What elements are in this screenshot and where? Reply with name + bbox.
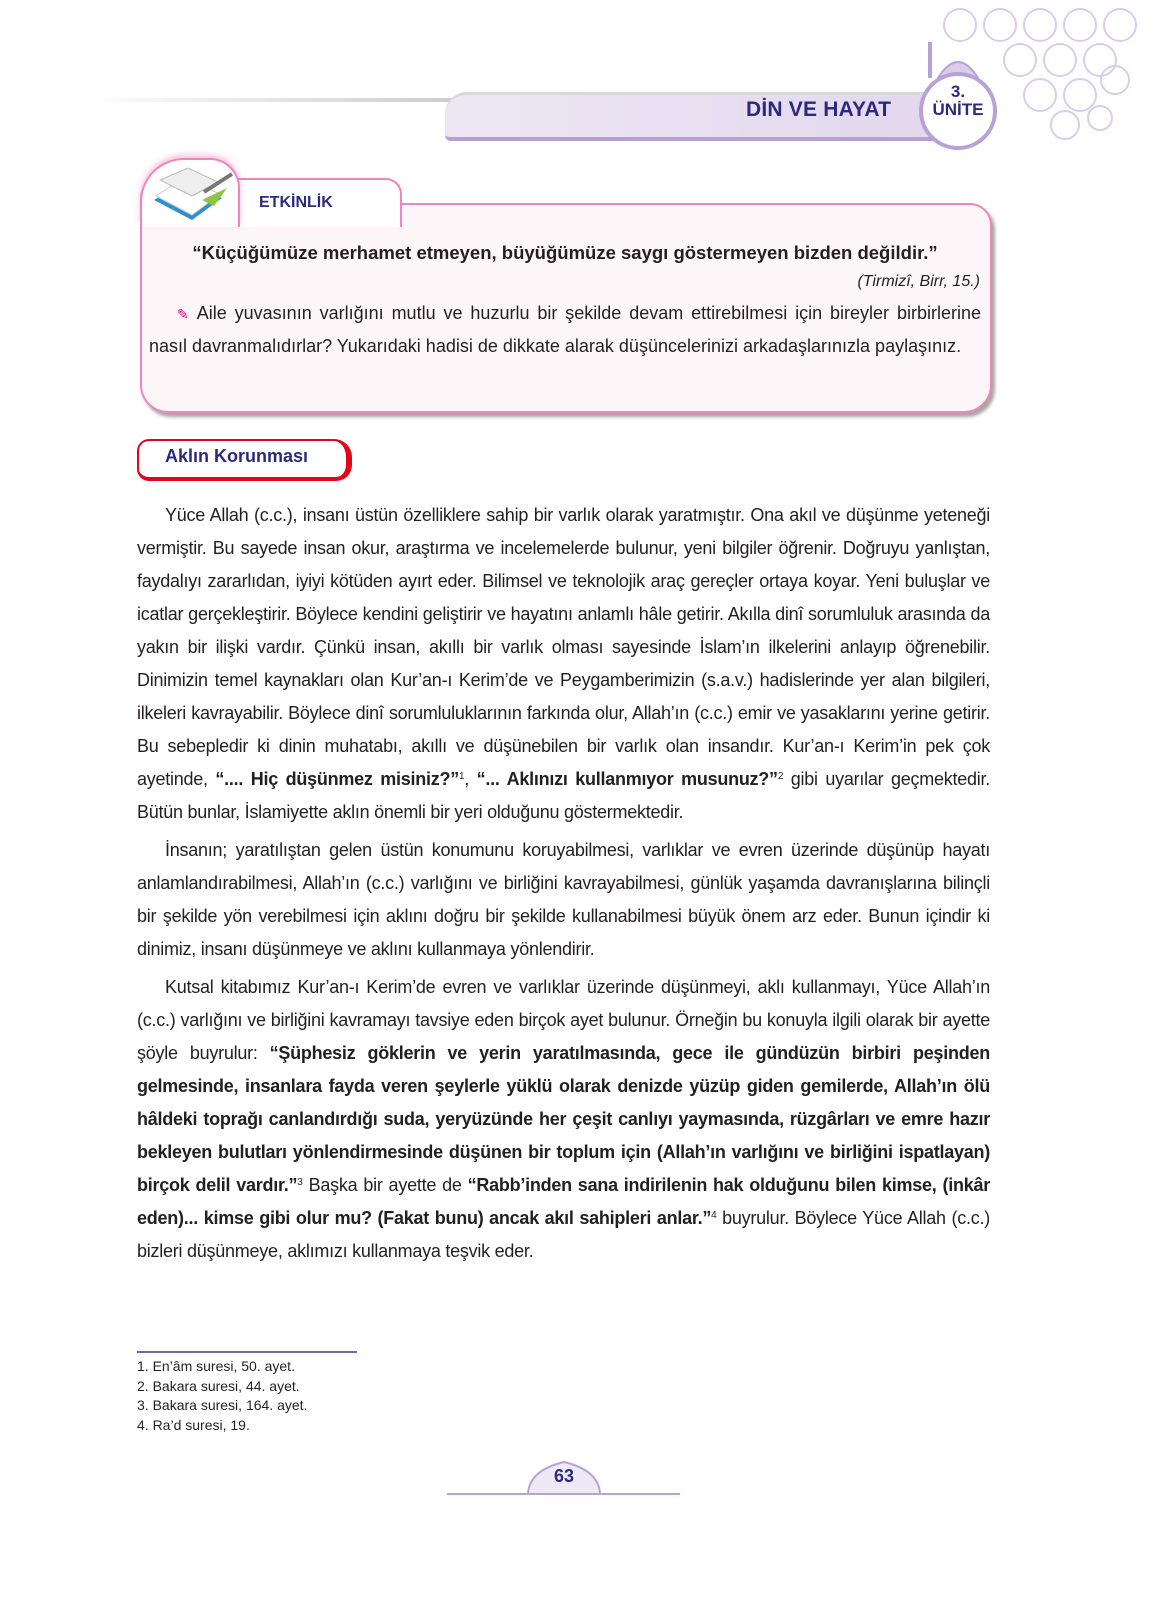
unit-number: 3. xyxy=(950,82,966,101)
body-paragraph xyxy=(137,834,990,966)
header-rule xyxy=(75,98,475,102)
verse-quote: “Rabb’inden sana indirilenin hak olduğunu bilen kimse, (inkâr eden)... kimse gibi olur mu? (Fakat bunu) ancak akıl sahipleri anlar.” xyxy=(137,1175,990,1228)
footnote-reference: 3 xyxy=(297,1177,303,1188)
section-heading: Aklın Korunması xyxy=(165,446,309,466)
verse-quote: “... Aklınızı kullanmıyor musunuz?” xyxy=(476,769,778,789)
unit-title: DİN VE HAYAT xyxy=(746,98,892,121)
text-run: Kutsal kitabımız Kur’an-ı Kerim’de evren ve varlıklar üzerinde düşünmeyi, aklı kullanmayı, Yüce Allah’ın (c.c.) varlığını ve birliğini kavramayı tavsiye eden birçok ayet bulunur. Örneğin bu konuyla ilgili olarak bir ayette şöyle buyrulur: xyxy=(137,977,990,1063)
text-run: , xyxy=(464,769,477,789)
pencil-icon: ✎ xyxy=(177,306,189,322)
activity-icon-frame xyxy=(140,158,240,227)
activity-title: ETKİNLİK xyxy=(259,194,333,211)
footnotes xyxy=(137,1357,307,1435)
body-text xyxy=(137,499,990,1273)
hadith-quote: “Küçüğümüze merhamet etmeyen, büyüğümüze saygı göstermeyen bizden değildir.” xyxy=(192,242,938,263)
text-run: Başka bir ayette de xyxy=(302,1175,468,1195)
text-run: Yüce Allah (c.c.), insanı üstün özelliklere sahip bir varlık olarak yaratmıştır. Ona akıl ve düşünme yeteneği vermiştir. Bu sayede insan okur, araştırma ve incelemelerde bulunur, yeni bilgiler öğrenir. Doğruyu yanlıştan, faydalıyı zararlıdan, iyiyi kötüden ayırt eder. Bilimsel ve teknolojik araç gereçler ortaya koyar. Yeni buluşlar ve icatlar gerçekleştirir. Böylece kendini geliştirir ve hayatını anlamlı hâle getirir. Akılla dinî sorumluluk arasında da yakın bir ilişki vardır. Çünkü insan, akıllı bir varlık olması sayesinde İslam’ın ilkelerini anlayıp öğrenebilir. Dinimizin temel kaynakları olan Kur’an-ı Kerim’de ve Peygamberimizin (s.a.v.) hadislerinde yer alan bilgileri, ilkeleri kavrayabilir. Böylece dinî sorumluluklarının farkında olur, Allah’ın (c.c.) emir ve yasaklarını yerine getirir. Bu sebepledir ki dinin muhatabı, akıllı ve düşünebilen bir varlık olan insandır. Kur’an-ı Kerim’in pek çok ayetinde, xyxy=(137,505,990,789)
text-run: buyrulur. Böylece Yüce Allah (c.c.) bizleri düşünmeye, aklımızı kullanmaya teşvik eder. xyxy=(137,1208,990,1261)
footnote-reference: 2 xyxy=(777,771,784,782)
text-run: gibi uyarılar geçmektedir. Bütün bunlar, İslamiyette aklın önemli bir yeri olduğunu göstermektedir. xyxy=(137,769,990,822)
page-number: 63 xyxy=(553,1466,575,1486)
footnote-rule xyxy=(137,1351,357,1353)
footnote-reference: 1 xyxy=(458,771,465,782)
activity-question xyxy=(149,298,981,362)
book-pencil-icon xyxy=(142,160,238,227)
footnote: 2. Bakara suresi, 44. ayet. xyxy=(137,1377,300,1394)
footnote: 4. Ra’d suresi, 19. xyxy=(137,1416,250,1433)
body-paragraph xyxy=(137,499,990,829)
verse-quote: “Şüphesiz göklerin ve yerin yaratılmasında, gece ile gündüzün birbiri peşinden gelmesinde, insanlara fayda veren şeylerle yüklü olarak denizde yüzüp giden gemilerde, Allah’ın ölü hâldeki toprağı canlandırdığı suda, yeryüzünde her çeşit canlıyı yaymasında, rüzgârları ve emre hazır bekleyen bulutları yönlendirmesinde düşünen bir toplum için (Allah’ın varlığını ve birliğini ispatlayan) birçok delil vardır.” xyxy=(137,1043,990,1195)
verse-quote: “.... Hiç düşünmez misiniz?” xyxy=(215,769,459,789)
footnote: 3. Bakara suresi, 164. ayet. xyxy=(137,1397,308,1413)
footnote: 1. En’âm suresi, 50. ayet. xyxy=(137,1358,295,1374)
activity-question-text: Aile yuvasının varlığını mutlu ve huzurlu bir şekilde devam ettirebilmesi için bireyler birbirlerine nasıl davranmalıdırlar? Yukarıdaki hadisi de dikkate alarak düşüncelerinizi arkadaşlarınızla paylaşınız. xyxy=(149,303,981,356)
text-run: İnsanın; yaratılıştan gelen üstün konumunu koruyabilmesi, varlıklar ve evren üzerinde düşünüp hayatı anlamlandırabilmesi, Allah’ın (c.c.) varlığını ve birliğini kavrayabilmesi, günlük yaşamda davranışlarına bilinçli bir şekilde yön verebilmesi için aklını doğru bir şekilde kullanabilmesi büyük önem arz eder. Bunun içindir ki dinimiz, insanı düşünmeye ve aklını kullanmaya yönlendirir. xyxy=(137,840,990,959)
hadith-source: (Tirmizî, Birr, 15.) xyxy=(857,273,980,290)
unit-label: ÜNİTE xyxy=(932,100,984,119)
body-paragraph xyxy=(137,971,990,1268)
footnote-reference: 4 xyxy=(711,1210,717,1221)
